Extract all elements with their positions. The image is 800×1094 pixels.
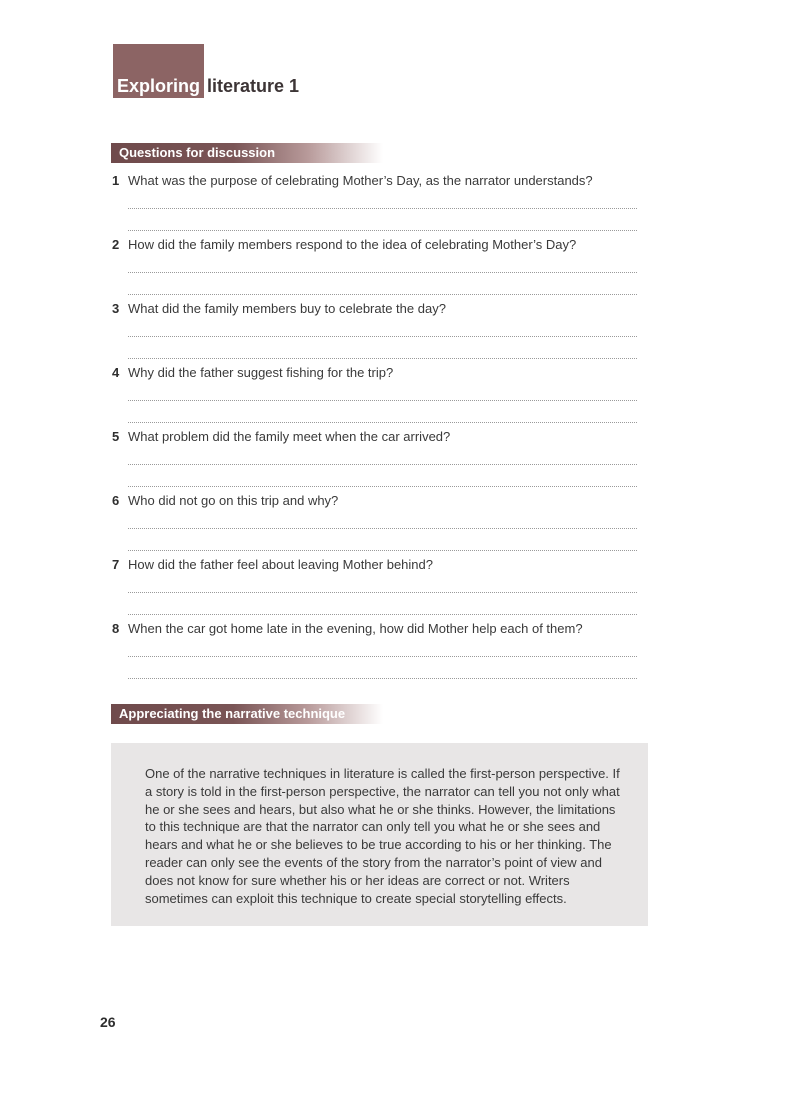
answer-line[interactable]: [128, 336, 637, 337]
question-item: [112, 172, 642, 236]
answer-line[interactable]: [128, 656, 637, 657]
question-number: 8: [112, 621, 120, 636]
narrative-info-box: [111, 743, 648, 926]
question-text: What was the purpose of celebrating Mother’s Day, as the narrator understands?: [128, 173, 593, 188]
question-item: [112, 492, 642, 556]
question-text: Why did the father suggest fishing for the trip?: [128, 365, 394, 380]
question-number: 7: [112, 557, 120, 572]
answer-line[interactable]: [128, 272, 637, 273]
answer-line[interactable]: [128, 614, 637, 615]
question-text: What did the family members buy to celebrate the day?: [128, 301, 446, 316]
question-item: [112, 236, 642, 300]
question-item: [112, 556, 642, 620]
question-number: 3: [112, 301, 120, 316]
question-text: When the car got home late in the evening, how did Mother help each of them?: [128, 621, 583, 636]
answer-line[interactable]: [128, 550, 637, 551]
discussion-heading: Questions for discussion: [111, 143, 383, 163]
answer-line[interactable]: [128, 400, 637, 401]
answer-line[interactable]: [128, 528, 637, 529]
question-list: [112, 172, 642, 684]
title-highlight-text: Exploring: [117, 76, 201, 96]
question-text: Who did not go on this trip and why?: [128, 493, 339, 508]
question-text: How did the family members respond to the idea of celebrating Mother’s Day?: [128, 237, 577, 252]
page-title: [113, 44, 413, 98]
question-item: [112, 428, 642, 492]
question-item: [112, 620, 642, 684]
narrative-heading: Appreciating the narrative technique: [111, 704, 383, 724]
question-number: 5: [112, 429, 120, 444]
question-number: 1: [112, 173, 120, 188]
question-item: [112, 364, 642, 428]
answer-line[interactable]: [128, 358, 637, 359]
question-number: 4: [112, 365, 120, 380]
answer-line[interactable]: [128, 592, 637, 593]
answer-line[interactable]: [128, 464, 637, 465]
page-number: 26: [100, 1014, 116, 1030]
answer-line[interactable]: [128, 208, 637, 209]
answer-line[interactable]: [128, 294, 637, 295]
question-number: 2: [112, 237, 120, 252]
answer-line[interactable]: [128, 678, 637, 679]
question-number: 6: [112, 493, 120, 508]
question-text: What problem did the family meet when the car arrived?: [128, 429, 451, 444]
narrative-paragraph: One of the narrative techniques in literature is called the first-person perspective. If a story is told in the first-person perspective, the narrator can tell you not only what he or she sees and hears, but also what he or she thinks. However, the limitations to this technique are that the narrator can only tell you what he or she sees and hears and what he or she believes to be true according to his or her thinking. The reader can only see the events of the story from the narrator’s point of view and does not know for sure whether his or her ideas are correct or not. Writers sometimes can exploit this technique to create special storytelling effects.: [145, 766, 620, 906]
answer-line[interactable]: [128, 486, 637, 487]
answer-line[interactable]: [128, 422, 637, 423]
question-item: [112, 300, 642, 364]
answer-line[interactable]: [128, 230, 637, 231]
title-rest-text: literature 1: [207, 76, 300, 96]
question-text: How did the father feel about leaving Mother behind?: [128, 557, 433, 572]
